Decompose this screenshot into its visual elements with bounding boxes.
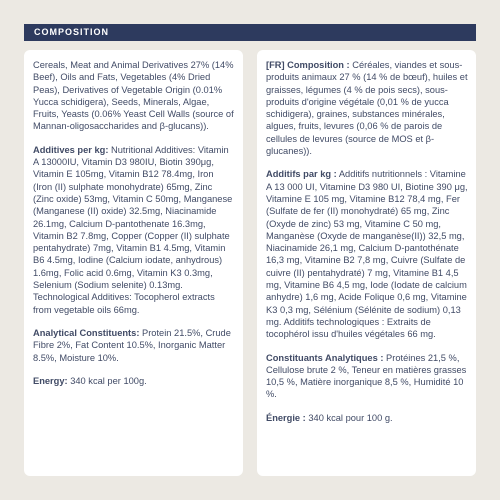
composition-text: Cereals, Meat and Animal Derivatives 27% (14% Beef), Oils and Fats, Vegetables (4% Dried Peas), Derivatives of Vegetable Origin (0.01% Yucca schidigera), Seeds, Minerals, Algae, Fruits, Yeasts (0.06% Yeast Cell Walls (source of Mannan-oligosaccharides and β-glucans)). <box>33 60 234 132</box>
fr-additives-paragraph <box>266 168 468 340</box>
fr-additives-text: Additifs nutritionnels : Vitamine A 13 000 UI, Vitamine D3 980 UI, Biotine 390 μg, Vitamine E 105 mg, Vitamine B12 78,4 mg, Fer (Sulfate de fer (II) monohydraté) 65 mg, Zinc (Oxyde de zinc) 53 mg, Vitamine C 50 mg, Manganèse (Oxyde de manganèse(II)) 32,5 mg, Niacinamide 26,1 mg, Calcium D-pantothénate 16,3 mg, Vitamine B2 7,8 mg, Cuivre (Sulfate de cuivre (II) pentahydraté) 7 mg, Vitamine B1 4,5 mg, Vitamine B6 4,5 mg, Iode (Iodate de calcium anhydre) 1,6 mg, Acide Folique 0,6 mg, Vitamine K3 0,3 mg, Sélénium (Sélénite de sodium) 0,13 mg. Additifs technologiques : Extraits de tocophérol issu d'huiles végétales 66 mg. <box>266 169 468 340</box>
additives-text: Nutritional Additives: Vitamin A 13000IU, Vitamin D3 980IU, Biotin 390μg, Vitamin E 105mg, Vitamin B12 78.4mg, Iron (Iron (II) sulphate monohydrate) 65mg, Zinc (Zinc oxide) 53mg, Vitamin C 50mg, Manganese (Manganese (II) oxide) 32.5mg, Niacinamide 26.1mg, Calcium D-pantothenate 16.3mg, Vitamin B2 7.8mg, Copper (Copper (II) sulphate pentahydrate) 7mg, Vitamin B1 4.5mg, Vitamin B6 4.5mg, Iodine (Calcium iodate, anhydrous) 1.6mg, Folic acid 0.6mg, Vitamin K3 0.3mg, Selenium (Sodium selenite) 0.13mg. Technological Additives: Tocopherol extracts from vegetable oils 66mg. <box>33 144 233 315</box>
composition-paragraph <box>33 59 235 133</box>
analytical-paragraph <box>33 327 235 364</box>
english-composition-panel <box>24 50 243 476</box>
fr-analytical-text: Protéines 21,5 %, Cellulose brute 2 %, Teneur en matières grasses 10,5 %, Matière inorganique 8,5 %, Humidité 10 %. <box>266 352 467 400</box>
energy-label: Energy: <box>33 375 68 386</box>
energy-text: 340 kcal per 100g. <box>67 375 147 386</box>
fr-analytical-label: Constituants Analytiques : <box>266 352 384 363</box>
fr-composition-paragraph <box>266 59 468 157</box>
fr-additives-label: Additifs par kg : <box>266 169 337 180</box>
additives-label: Additives per kg: <box>33 144 109 155</box>
energy-paragraph <box>33 375 235 387</box>
fr-composition-label: [FR] Composition : <box>266 60 350 70</box>
fr-energy-text: 340 kcal pour 100 g. <box>305 412 393 423</box>
fr-composition-text: Céréales, viandes et sous-produits animaux 27 % (14 % de bœuf), huiles et graisses, légumes (4 % de pois secs), sous-produits d'origine végétale (0,01 % de yucca schidigera), graines, substances minérales, algues, fruits, levures (0,06 % de parois de cellules de levures (source de MOS et β-glucanes)). <box>266 60 468 157</box>
fr-analytical-paragraph <box>266 352 468 401</box>
fr-energy-label: Énergie : <box>266 412 306 423</box>
fr-energy-paragraph <box>266 412 468 424</box>
french-composition-panel <box>257 50 476 476</box>
analytical-text: Protein 21.5%, Crude Fibre 2%, Fat Content 10.5%, Inorganic Matter 8.5%, Moisture 10%. <box>33 327 231 363</box>
section-header: COMPOSITION <box>24 24 476 41</box>
additives-paragraph <box>33 144 235 316</box>
analytical-label: Analytical Constituents: <box>33 327 140 338</box>
